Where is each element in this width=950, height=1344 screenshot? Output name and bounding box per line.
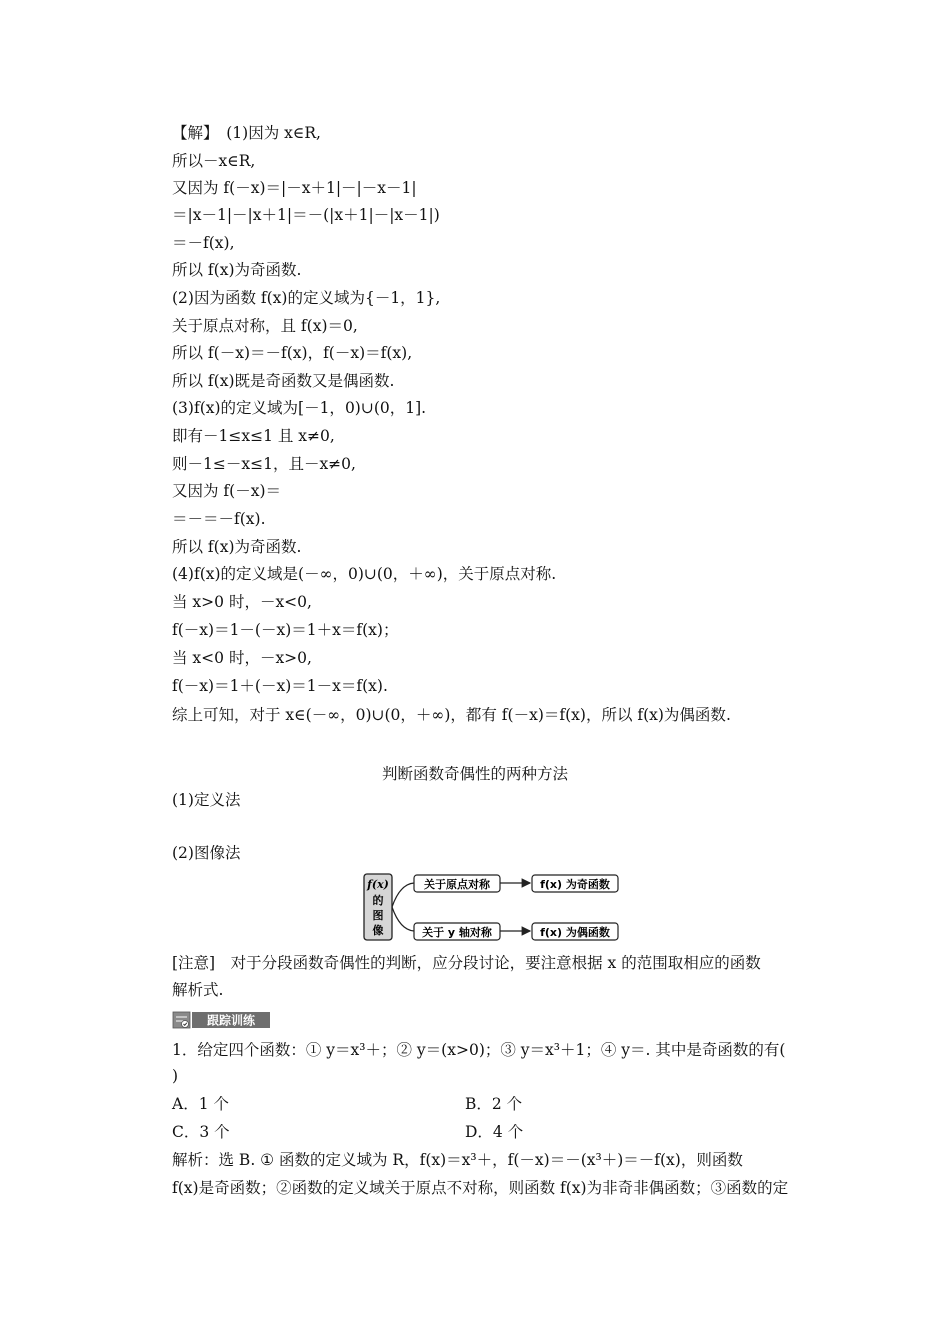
method-title: 判断函数奇偶性的两种方法	[381, 765, 568, 783]
solution-line: 当 x<0 时，－x>0,	[172, 649, 312, 667]
note-line: [注意] 对于分段函数奇偶性的判断，应分段讨论，要注意根据 x 的范围取相应的函数	[172, 954, 761, 972]
graph-method-diagram	[362, 872, 624, 948]
option-a: A．1 个	[172, 1095, 229, 1113]
solution-line: 则－1≤－x≤1，且－x≠0,	[172, 455, 356, 473]
method-item-definition: (1)定义法	[172, 791, 241, 809]
solution-line: 【解】 (1)因为 x∈R,	[172, 124, 321, 142]
solution-line: 当 x>0 时，－x<0,	[172, 593, 312, 611]
solution-line: 综上可知，对于 x∈(－∞，0)∪(0，＋∞)，都有 f(－x)＝f(x)，所以 f(x)为偶函数.	[172, 706, 731, 724]
solution-line: (2)因为函数 f(x)的定义域为{－1，1},	[172, 289, 441, 307]
diagram-left-fx: f(x)	[367, 878, 389, 891]
question-1-stem-end: )	[172, 1067, 179, 1085]
solution-line: 所以 f(x)为奇函数.	[172, 261, 302, 279]
solution-line: 所以 f(x)为奇函数.	[172, 538, 302, 556]
option-d: D．4 个	[465, 1123, 524, 1141]
diagram-svg	[362, 872, 624, 944]
solution-line: ＝|x－1|－|x＋1|＝－(|x＋1|－|x－1|)	[172, 206, 440, 224]
solution-line: 所以 f(－x)＝－f(x)，f(－x)＝f(x),	[172, 344, 413, 362]
check-icon	[182, 1021, 189, 1028]
practice-badge	[172, 1011, 272, 1033]
solution-line: (4)f(x)的定义域是(－∞，0)∪(0，＋∞)，关于原点对称.	[172, 565, 557, 583]
solution-line: 即有－1≤x≤1 且 x≠0,	[172, 427, 335, 445]
analysis-line: f(x)是奇函数；②函数的定义域关于原点不对称，则函数 f(x)为非奇非偶函数；③函数的定	[172, 1179, 789, 1197]
diagram-result-odd-label: f(x) 为奇函数	[540, 878, 610, 891]
diagram-branch-top	[392, 883, 414, 907]
option-b: B．2 个	[465, 1095, 523, 1113]
diagram-left-char: 图	[372, 909, 384, 922]
solution-line: 所以－x∈R,	[172, 152, 256, 170]
diagram-box-origin-label: 关于原点对称	[424, 878, 490, 891]
diagram-branch-bottom	[392, 907, 414, 931]
solution-line: 又因为 f(－x)＝|－x＋1|－|－x－1|	[172, 179, 417, 197]
analysis-line: 解析：选 B. ① 函数的定义域为 R，f(x)＝x³＋，f(－x)＝－(x³＋)＝－f(x)，则函数	[172, 1151, 743, 1169]
note-line: 解析式.	[172, 981, 224, 999]
diagram-box-yaxis-label: 关于 y 轴对称	[422, 926, 492, 939]
solution-line: ＝－＝－f(x).	[172, 510, 266, 528]
solution-line: ＝－f(x),	[172, 234, 235, 252]
solution-line: 又因为 f(－x)＝	[172, 482, 281, 500]
option-c: C．3 个	[172, 1123, 230, 1141]
diagram-left-char: 像	[372, 924, 384, 937]
method-item-graph: (2)图像法	[172, 844, 241, 862]
solution-line: 关于原点对称，且 f(x)＝0,	[172, 317, 358, 335]
solution-line: (3)f(x)的定义域为[－1，0)∪(0，1].	[172, 399, 427, 417]
diagram-left-char: 的	[372, 894, 384, 907]
practice-badge-svg	[172, 1011, 272, 1029]
practice-badge-label: 跟踪训练	[206, 1013, 256, 1028]
question-1-stem: 1．给定四个函数：① y＝x³＋；② y＝(x>0)；③ y＝x³＋1；④ y＝. 其中是奇函数的有(	[172, 1041, 786, 1059]
diagram-result-even-label: f(x) 为偶函数	[540, 926, 610, 939]
solution-line: f(－x)＝1＋(－x)＝1－x＝f(x).	[172, 677, 388, 695]
solution-line: 所以 f(x)既是奇函数又是偶函数.	[172, 372, 395, 390]
solution-line: f(－x)＝1－(－x)＝1＋x＝f(x)；	[172, 621, 399, 639]
